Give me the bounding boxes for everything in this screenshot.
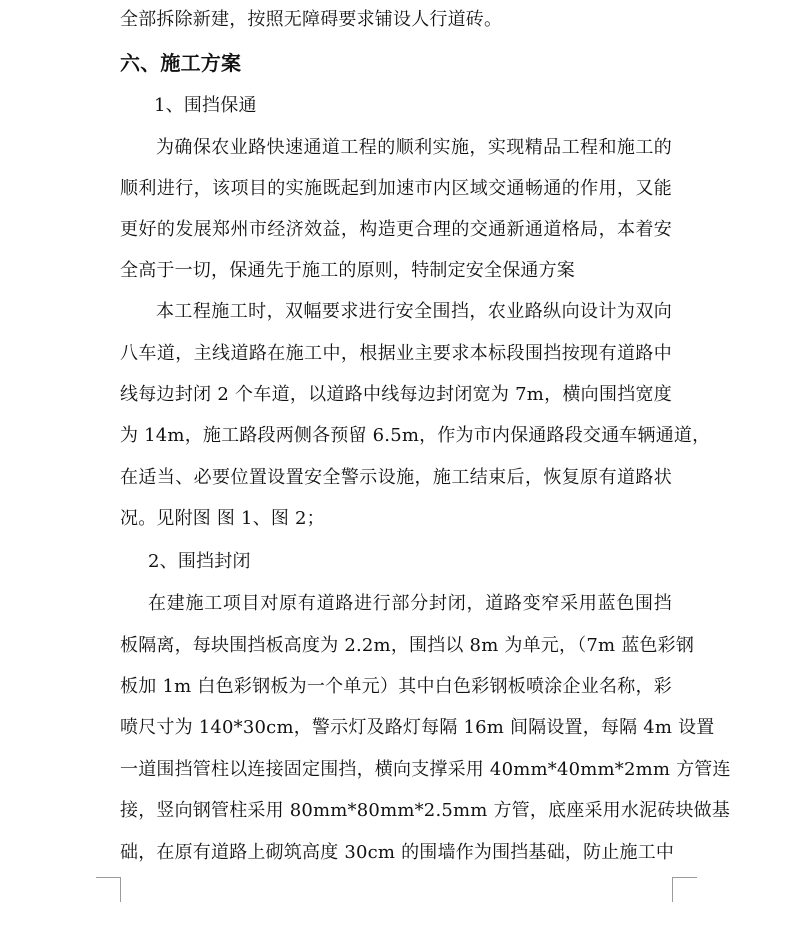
- page-margin-corner-left: [96, 877, 121, 902]
- paragraph-line: 更好的发展郑州市经济效益，构造更合理的交通新通道格局，本着安: [120, 219, 672, 240]
- paragraph-line: 为 14m，施工路段两侧各预留 6.5m，作为市内保通路段交通车辆通道，: [120, 425, 711, 446]
- paragraph-line: 喷尺寸为 140*30cm，警示灯及路灯每隔 16m 间隔设置，每隔 4m 设置: [120, 717, 715, 738]
- page-margin-corner-right: [672, 877, 697, 902]
- paragraph-line: 顺利进行，该项目的实施既起到加速市内区域交通畅通的作用，又能: [120, 178, 672, 199]
- subsection-heading: 1、围挡保通: [154, 95, 257, 116]
- paragraph-line: 板加 1m 白色彩钢板为一个单元）其中白色彩钢板喷涂企业名称，彩: [120, 676, 672, 697]
- paragraph-line: 在适当、必要位置设置安全警示设施，施工结束后，恢复原有道路状: [120, 467, 672, 488]
- paragraph-line: 线每边封闭 2 个车道，以道路中线每边封闭宽为 7m，横向围挡宽度: [120, 384, 672, 405]
- paragraph-line: 在建施工项目对原有道路进行部分封闭，道路变窄采用蓝色围挡: [148, 593, 672, 614]
- paragraph-line: 本工程施工时，双幅要求进行安全围挡，农业路纵向设计为双向: [156, 301, 672, 322]
- section-heading: 六、施工方案: [120, 51, 242, 75]
- paragraph-line: 础，在原有道路上砌筑高度 30cm 的围墙作为围挡基础，防止施工中: [120, 842, 675, 863]
- paragraph-line: 况。见附图 图 1、图 2；: [120, 508, 325, 529]
- paragraph-line: 一道围挡管柱以连接固定围挡，横向支撑采用 40mm*40mm*2mm 方管连: [120, 759, 731, 780]
- paragraph-line: 全高于一切，保通先于施工的原则，特制定安全保通方案: [120, 260, 575, 281]
- subsection-heading: 2、围挡封闭: [148, 551, 251, 572]
- text-line: 全部拆除新建，按照无障碍要求铺设人行道砖。: [120, 9, 503, 30]
- paragraph-line: 接，竖向钢管柱采用 80mm*80mm*2.5mm 方管，底座采用水泥砖块做基: [120, 800, 731, 821]
- paragraph-line: 为确保农业路快速通道工程的顺利实施，实现精品工程和施工的: [156, 137, 672, 158]
- paragraph-line: 板隔离，每块围挡板高度为 2.2m，围挡以 8m 为单元，（7m 蓝色彩钢: [120, 635, 695, 656]
- paragraph-line: 八车道，主线道路在施工中，根据业主要求本标段围挡按现有道路中: [120, 343, 672, 364]
